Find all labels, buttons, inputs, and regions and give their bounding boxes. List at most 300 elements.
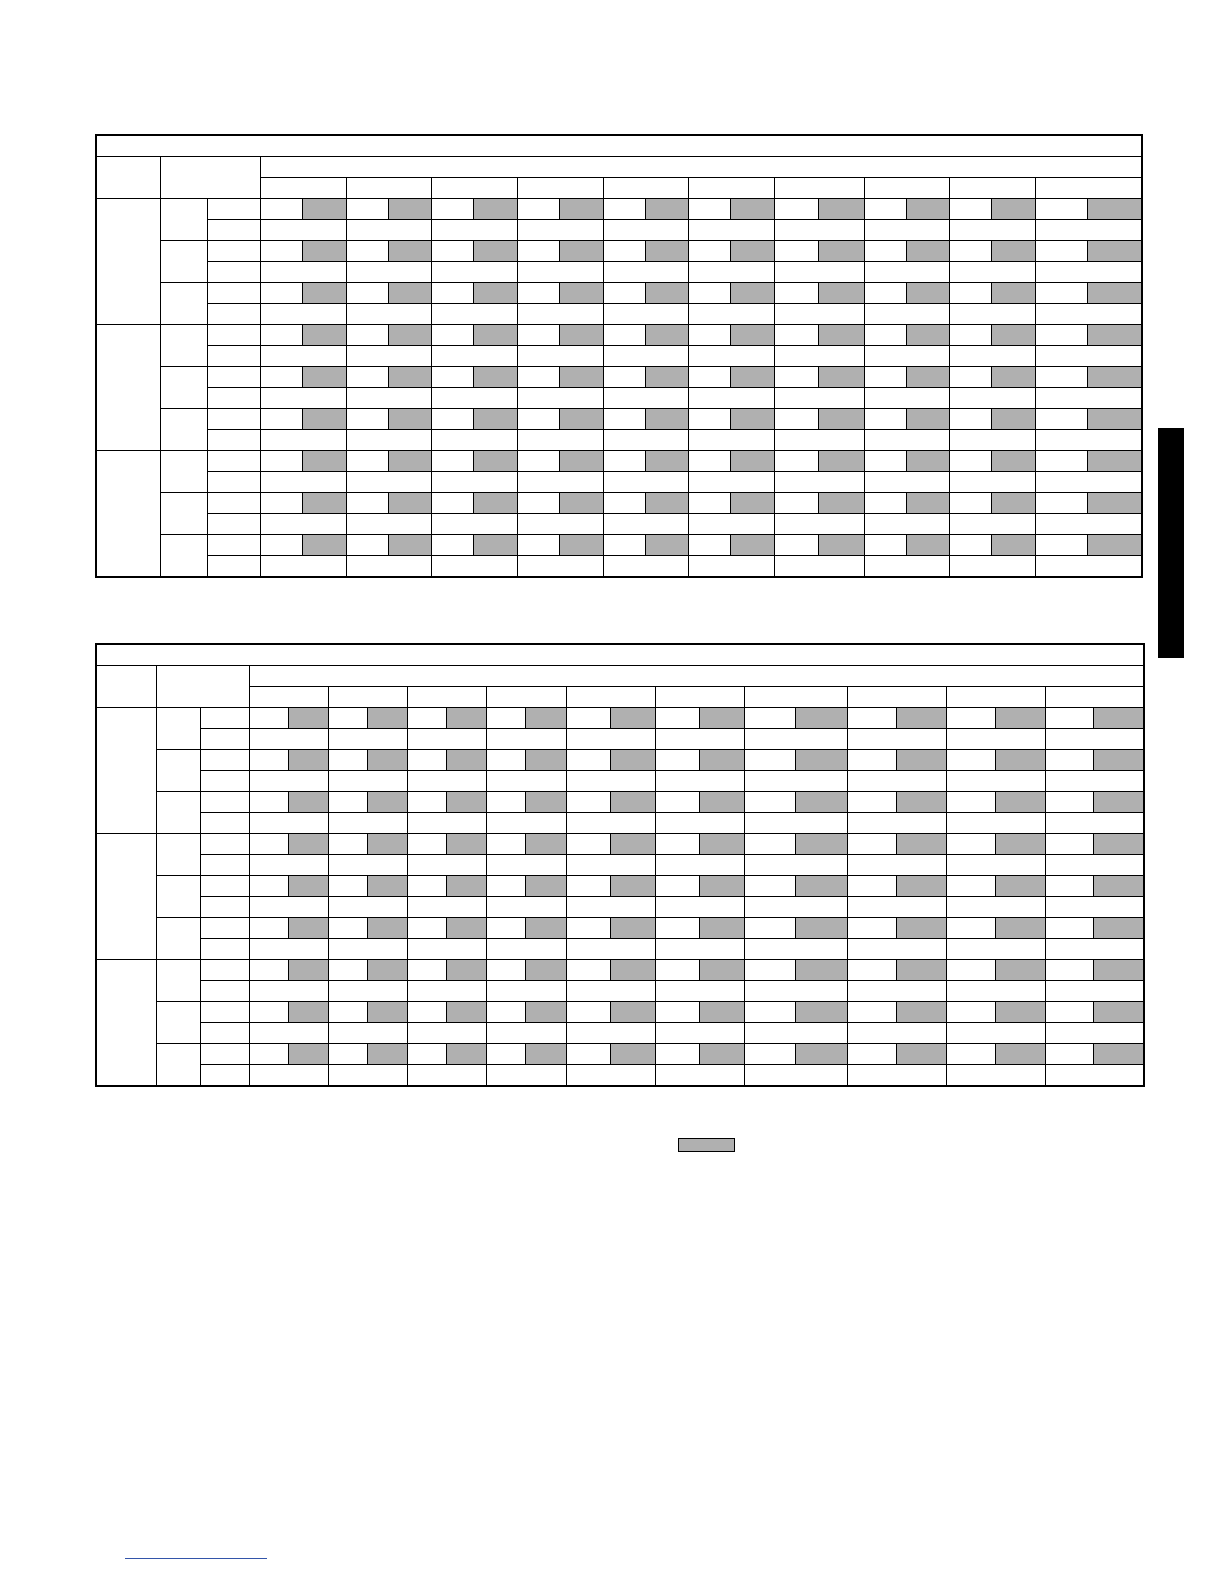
shaded-value-half bbox=[991, 241, 1035, 261]
value-pair-cell bbox=[517, 283, 603, 304]
value-cell bbox=[260, 262, 346, 283]
shaded-value-half bbox=[699, 918, 744, 938]
value-cell bbox=[431, 304, 517, 325]
value-pair-cell bbox=[949, 493, 1035, 514]
value-cell bbox=[1035, 430, 1142, 451]
value-cell bbox=[847, 897, 946, 918]
shaded-value-half bbox=[906, 409, 949, 429]
footer-rule bbox=[125, 1558, 267, 1559]
shaded-value-half bbox=[730, 241, 774, 261]
value-cell bbox=[949, 556, 1035, 578]
value-cell bbox=[655, 939, 744, 960]
value-cell bbox=[328, 981, 407, 1002]
row-label-cell bbox=[200, 1002, 249, 1023]
subgroup-cell bbox=[156, 1044, 200, 1087]
value-pair-cell bbox=[431, 451, 517, 472]
value-pair-cell bbox=[517, 451, 603, 472]
shaded-value-half bbox=[995, 960, 1045, 980]
row-label-cell bbox=[200, 981, 249, 1002]
value-pair-cell bbox=[1035, 199, 1142, 220]
value-pair-cell bbox=[249, 750, 328, 771]
value-cell bbox=[1045, 855, 1144, 876]
value-pair-cell bbox=[346, 199, 431, 220]
value-cell bbox=[688, 514, 774, 535]
value-pair-cell bbox=[1035, 493, 1142, 514]
value-pair-cell bbox=[328, 1044, 407, 1065]
subgroup-cell bbox=[156, 708, 200, 750]
shaded-value-half bbox=[302, 451, 346, 471]
shaded-value-half bbox=[610, 834, 655, 854]
group-cell bbox=[96, 834, 156, 960]
value-pair-cell bbox=[407, 876, 486, 897]
value-cell bbox=[249, 771, 328, 792]
value-cell bbox=[1035, 556, 1142, 578]
value-pair-cell bbox=[744, 1044, 847, 1065]
shaded-value-half bbox=[991, 367, 1035, 387]
shaded-value-half bbox=[610, 792, 655, 812]
shaded-value-half bbox=[896, 918, 946, 938]
shaded-value-half bbox=[699, 1044, 744, 1064]
shaded-value-half bbox=[906, 241, 949, 261]
value-pair-cell bbox=[328, 834, 407, 855]
shaded-value-half bbox=[795, 708, 847, 728]
row-label-cell bbox=[207, 346, 260, 367]
value-cell bbox=[260, 514, 346, 535]
value-cell bbox=[328, 771, 407, 792]
shaded-value-half bbox=[367, 792, 407, 812]
value-pair-cell bbox=[946, 960, 1045, 981]
shaded-value-half bbox=[559, 367, 603, 387]
value-cell bbox=[346, 262, 431, 283]
value-cell bbox=[260, 304, 346, 325]
shaded-value-half bbox=[559, 535, 603, 555]
value-pair-cell bbox=[864, 535, 949, 556]
value-pair-cell bbox=[328, 708, 407, 729]
value-pair-cell bbox=[431, 325, 517, 346]
value-cell bbox=[847, 1023, 946, 1044]
data-row bbox=[96, 556, 1142, 578]
value-pair-cell bbox=[260, 535, 346, 556]
value-pair-cell bbox=[847, 834, 946, 855]
value-pair-cell bbox=[260, 493, 346, 514]
value-cell bbox=[486, 771, 566, 792]
value-pair-cell bbox=[566, 708, 655, 729]
shaded-value-half bbox=[995, 792, 1045, 812]
column-header bbox=[688, 178, 774, 199]
shaded-value-half bbox=[559, 325, 603, 345]
shaded-value-half bbox=[896, 750, 946, 770]
value-pair-cell bbox=[1035, 367, 1142, 388]
value-pair-cell bbox=[260, 199, 346, 220]
value-cell bbox=[1035, 346, 1142, 367]
value-cell bbox=[431, 556, 517, 578]
value-cell bbox=[603, 262, 688, 283]
value-cell bbox=[603, 430, 688, 451]
shaded-value-half bbox=[559, 241, 603, 261]
row-label-cell bbox=[200, 918, 249, 939]
value-pair-cell bbox=[688, 241, 774, 262]
value-cell bbox=[486, 729, 566, 750]
value-pair-cell bbox=[566, 750, 655, 771]
shaded-value-half bbox=[818, 283, 864, 303]
row-label-cell bbox=[200, 750, 249, 771]
value-cell bbox=[946, 981, 1045, 1002]
row-label-cell bbox=[207, 304, 260, 325]
value-pair-cell bbox=[431, 409, 517, 430]
shaded-value-half bbox=[446, 1002, 486, 1022]
shaded-value-half bbox=[610, 708, 655, 728]
row-label-cell bbox=[207, 262, 260, 283]
value-pair-cell bbox=[603, 493, 688, 514]
shaded-value-half bbox=[645, 451, 688, 471]
row-label-cell bbox=[200, 1044, 249, 1065]
shaded-value-half bbox=[645, 535, 688, 555]
shaded-value-half bbox=[367, 960, 407, 980]
shaded-value-half bbox=[525, 918, 566, 938]
shaded-value-half bbox=[795, 792, 847, 812]
value-cell bbox=[847, 771, 946, 792]
row-label-cell bbox=[200, 708, 249, 729]
data-row bbox=[96, 1002, 1144, 1023]
value-pair-cell bbox=[1045, 1044, 1144, 1065]
shaded-value-half bbox=[795, 1002, 847, 1022]
value-pair-cell bbox=[864, 493, 949, 514]
value-pair-cell bbox=[566, 1044, 655, 1065]
value-pair-cell bbox=[249, 960, 328, 981]
value-cell bbox=[517, 556, 603, 578]
value-cell bbox=[346, 430, 431, 451]
data-row bbox=[96, 855, 1144, 876]
value-cell bbox=[946, 1023, 1045, 1044]
value-cell bbox=[517, 220, 603, 241]
value-cell bbox=[486, 855, 566, 876]
value-pair-cell bbox=[744, 876, 847, 897]
value-pair-cell bbox=[431, 493, 517, 514]
column-header bbox=[566, 687, 655, 708]
value-cell bbox=[946, 729, 1045, 750]
value-pair-cell bbox=[774, 199, 864, 220]
value-pair-cell bbox=[744, 918, 847, 939]
column-group-header bbox=[249, 666, 1144, 687]
value-pair-cell bbox=[431, 283, 517, 304]
shaded-value-half bbox=[288, 960, 328, 980]
value-pair-cell bbox=[1035, 325, 1142, 346]
row-label-cell bbox=[200, 876, 249, 897]
value-cell bbox=[517, 262, 603, 283]
value-pair-cell bbox=[688, 325, 774, 346]
data-row bbox=[96, 960, 1144, 981]
value-pair-cell bbox=[655, 876, 744, 897]
shaded-value-half bbox=[302, 367, 346, 387]
value-pair-cell bbox=[260, 409, 346, 430]
header-row bbox=[96, 687, 1144, 708]
value-cell bbox=[407, 729, 486, 750]
value-cell bbox=[260, 556, 346, 578]
value-cell bbox=[486, 813, 566, 834]
shaded-value-half bbox=[302, 241, 346, 261]
value-cell bbox=[1035, 262, 1142, 283]
value-pair-cell bbox=[603, 199, 688, 220]
value-cell bbox=[847, 1065, 946, 1087]
value-cell bbox=[517, 514, 603, 535]
column-group-header bbox=[260, 157, 1142, 178]
value-cell bbox=[774, 346, 864, 367]
shaded-value-half bbox=[288, 792, 328, 812]
shaded-value-half bbox=[1093, 960, 1143, 980]
shaded-value-half bbox=[367, 750, 407, 770]
value-pair-cell bbox=[431, 367, 517, 388]
value-pair-cell bbox=[328, 792, 407, 813]
shaded-value-half bbox=[473, 367, 517, 387]
value-cell bbox=[603, 388, 688, 409]
column-header bbox=[1035, 178, 1142, 199]
value-cell bbox=[249, 1023, 328, 1044]
title-row bbox=[96, 644, 1144, 666]
shaded-value-half bbox=[288, 834, 328, 854]
row-label-cell bbox=[200, 792, 249, 813]
value-pair-cell bbox=[864, 325, 949, 346]
value-pair-cell bbox=[847, 708, 946, 729]
value-pair-cell bbox=[774, 325, 864, 346]
group-cell bbox=[96, 451, 160, 578]
subgroup-cell bbox=[160, 535, 207, 578]
data-row bbox=[96, 283, 1142, 304]
value-cell bbox=[864, 262, 949, 283]
data-row bbox=[96, 1044, 1144, 1065]
value-pair-cell bbox=[328, 960, 407, 981]
subgroup-cell bbox=[156, 750, 200, 792]
value-pair-cell bbox=[603, 241, 688, 262]
column-header bbox=[431, 178, 517, 199]
shaded-value-half bbox=[645, 283, 688, 303]
value-pair-cell bbox=[603, 409, 688, 430]
row-label-cell bbox=[207, 241, 260, 262]
value-pair-cell bbox=[774, 367, 864, 388]
shaded-value-half bbox=[388, 535, 431, 555]
shaded-value-half bbox=[367, 1002, 407, 1022]
value-cell bbox=[655, 981, 744, 1002]
value-cell bbox=[949, 514, 1035, 535]
value-pair-cell bbox=[486, 708, 566, 729]
subgroup-cell bbox=[156, 1002, 200, 1044]
row-label-cell bbox=[207, 514, 260, 535]
shaded-value-half bbox=[818, 367, 864, 387]
subgroup-cell bbox=[156, 876, 200, 918]
value-pair-cell bbox=[346, 535, 431, 556]
subgroup-cell bbox=[160, 367, 207, 409]
value-pair-cell bbox=[946, 834, 1045, 855]
value-cell bbox=[655, 813, 744, 834]
column-header bbox=[517, 178, 603, 199]
value-cell bbox=[249, 1065, 328, 1087]
column-header bbox=[946, 687, 1045, 708]
shaded-value-half bbox=[1093, 876, 1143, 896]
value-pair-cell bbox=[566, 834, 655, 855]
shaded-value-half bbox=[302, 409, 346, 429]
value-cell bbox=[847, 813, 946, 834]
value-cell bbox=[864, 346, 949, 367]
value-cell bbox=[249, 855, 328, 876]
value-cell bbox=[486, 1023, 566, 1044]
column-header bbox=[1045, 687, 1144, 708]
group-cell bbox=[96, 708, 156, 834]
value-pair-cell bbox=[603, 535, 688, 556]
row-label-cell bbox=[207, 430, 260, 451]
value-pair-cell bbox=[249, 1044, 328, 1065]
value-cell bbox=[655, 1065, 744, 1087]
shaded-value-half bbox=[906, 199, 949, 219]
value-pair-cell bbox=[603, 283, 688, 304]
value-cell bbox=[774, 262, 864, 283]
value-cell bbox=[655, 771, 744, 792]
shaded-value-half bbox=[995, 708, 1045, 728]
value-pair-cell bbox=[655, 1044, 744, 1065]
column-header bbox=[249, 687, 328, 708]
shaded-value-half bbox=[446, 960, 486, 980]
shaded-value-half bbox=[446, 792, 486, 812]
shaded-value-half bbox=[906, 283, 949, 303]
value-cell bbox=[949, 304, 1035, 325]
value-pair-cell bbox=[260, 367, 346, 388]
shaded-value-half bbox=[1087, 451, 1141, 471]
value-pair-cell bbox=[744, 708, 847, 729]
value-cell bbox=[949, 472, 1035, 493]
value-cell bbox=[407, 1023, 486, 1044]
value-cell bbox=[346, 220, 431, 241]
value-pair-cell bbox=[486, 1002, 566, 1023]
shaded-value-half bbox=[645, 325, 688, 345]
value-cell bbox=[431, 220, 517, 241]
shaded-value-half bbox=[730, 535, 774, 555]
value-cell bbox=[346, 472, 431, 493]
shaded-value-half bbox=[645, 367, 688, 387]
shaded-value-half bbox=[795, 750, 847, 770]
shaded-value-half bbox=[995, 750, 1045, 770]
value-cell bbox=[603, 220, 688, 241]
value-cell bbox=[346, 346, 431, 367]
value-cell bbox=[688, 262, 774, 283]
row-label-cell bbox=[207, 472, 260, 493]
row-label-cell bbox=[207, 451, 260, 472]
value-cell bbox=[566, 729, 655, 750]
value-pair-cell bbox=[1035, 451, 1142, 472]
shaded-value-half bbox=[559, 283, 603, 303]
data-row bbox=[96, 535, 1142, 556]
shaded-value-half bbox=[610, 876, 655, 896]
subgroup-cell bbox=[160, 283, 207, 325]
shaded-value-half bbox=[995, 1002, 1045, 1022]
value-pair-cell bbox=[864, 451, 949, 472]
value-cell bbox=[946, 1065, 1045, 1087]
value-pair-cell bbox=[946, 792, 1045, 813]
value-pair-cell bbox=[744, 1002, 847, 1023]
shaded-value-half bbox=[991, 535, 1035, 555]
value-cell bbox=[517, 430, 603, 451]
shaded-value-half bbox=[525, 960, 566, 980]
value-cell bbox=[566, 813, 655, 834]
value-pair-cell bbox=[688, 409, 774, 430]
value-pair-cell bbox=[260, 325, 346, 346]
value-pair-cell bbox=[486, 876, 566, 897]
corner-header-b bbox=[156, 666, 249, 708]
shaded-value-half bbox=[699, 960, 744, 980]
value-cell bbox=[603, 514, 688, 535]
corner-header-a bbox=[96, 666, 156, 708]
data-row bbox=[96, 472, 1142, 493]
value-cell bbox=[847, 981, 946, 1002]
value-pair-cell bbox=[249, 708, 328, 729]
value-pair-cell bbox=[655, 1002, 744, 1023]
value-pair-cell bbox=[847, 918, 946, 939]
value-pair-cell bbox=[407, 708, 486, 729]
row-label-cell bbox=[207, 535, 260, 556]
value-pair-cell bbox=[688, 535, 774, 556]
value-cell bbox=[486, 897, 566, 918]
value-pair-cell bbox=[946, 876, 1045, 897]
value-cell bbox=[946, 771, 1045, 792]
value-pair-cell bbox=[486, 834, 566, 855]
shaded-value-half bbox=[288, 1044, 328, 1064]
value-cell bbox=[260, 472, 346, 493]
value-pair-cell bbox=[655, 750, 744, 771]
value-pair-cell bbox=[517, 241, 603, 262]
shaded-value-half bbox=[446, 1044, 486, 1064]
value-pair-cell bbox=[774, 409, 864, 430]
shaded-value-half bbox=[818, 451, 864, 471]
value-pair-cell bbox=[949, 325, 1035, 346]
value-cell bbox=[774, 472, 864, 493]
value-cell bbox=[566, 939, 655, 960]
value-pair-cell bbox=[946, 1002, 1045, 1023]
value-cell bbox=[1035, 304, 1142, 325]
value-pair-cell bbox=[249, 1002, 328, 1023]
shaded-value-half bbox=[302, 535, 346, 555]
value-cell bbox=[744, 939, 847, 960]
value-cell bbox=[774, 388, 864, 409]
shaded-value-half bbox=[1087, 409, 1141, 429]
value-pair-cell bbox=[517, 409, 603, 430]
shaded-value-half bbox=[288, 708, 328, 728]
shaded-value-half bbox=[388, 367, 431, 387]
data-row bbox=[96, 220, 1142, 241]
value-pair-cell bbox=[328, 876, 407, 897]
value-cell bbox=[328, 1023, 407, 1044]
shaded-value-half bbox=[559, 409, 603, 429]
value-pair-cell bbox=[688, 283, 774, 304]
value-pair-cell bbox=[328, 918, 407, 939]
row-label-cell bbox=[207, 388, 260, 409]
column-header bbox=[603, 178, 688, 199]
shaded-value-half bbox=[795, 834, 847, 854]
value-cell bbox=[688, 556, 774, 578]
value-pair-cell bbox=[864, 367, 949, 388]
value-cell bbox=[949, 430, 1035, 451]
shaded-value-half bbox=[896, 1002, 946, 1022]
value-pair-cell bbox=[486, 918, 566, 939]
value-pair-cell bbox=[1035, 409, 1142, 430]
value-pair-cell bbox=[260, 451, 346, 472]
value-pair-cell bbox=[744, 792, 847, 813]
value-cell bbox=[1045, 897, 1144, 918]
value-cell bbox=[260, 220, 346, 241]
shaded-value-half bbox=[288, 918, 328, 938]
value-pair-cell bbox=[517, 535, 603, 556]
value-cell bbox=[774, 556, 864, 578]
value-pair-cell bbox=[949, 283, 1035, 304]
shaded-value-half bbox=[818, 493, 864, 513]
shaded-cell-legend-swatch bbox=[678, 1138, 735, 1152]
column-header bbox=[260, 178, 346, 199]
